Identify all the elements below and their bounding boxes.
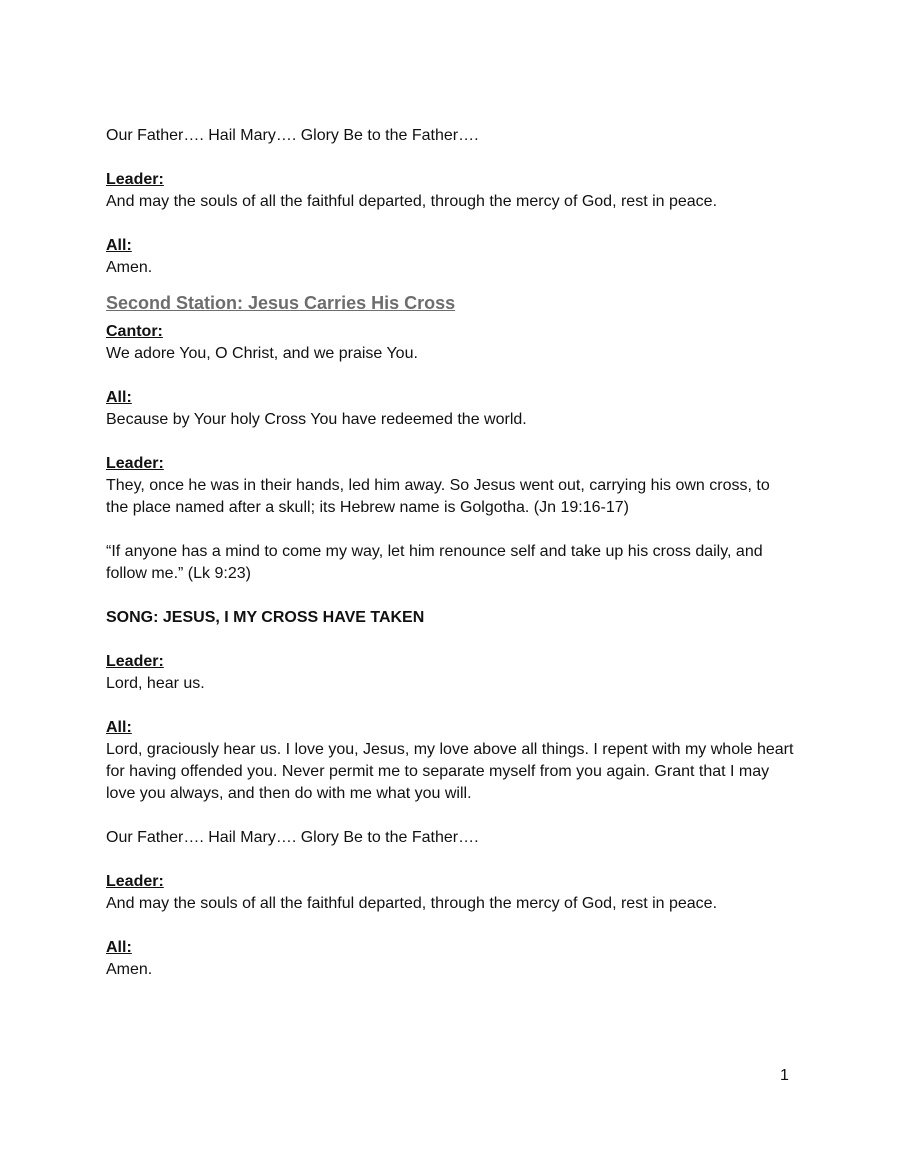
leader-text: And may the souls of all the faithful departed, through the mercy of God, rest in peace. [106,193,718,210]
leader-text: And may the souls of all the faithful departed, through the mercy of God, rest in peace. [106,895,718,912]
station-title: Second Station: Jesus Carries His Cross [106,293,456,313]
all-label: All: [106,389,132,406]
leader-text: Lord, hear us. [106,675,205,692]
all-text: Lord, graciously hear us. I love you, Jesus, my love above all things. I repent with my whole heart for having offended you. Never permit me to separate myself from you again. Grant that I may love you always, and then do with me what you will. [106,741,794,802]
leader-text: They, once he was in their hands, led him away. So Jesus went out, carrying his own cross, to the place named after a skull; its Hebrew name is Golgotha. (Jn 19:16-17) [106,477,770,516]
leader-label: Leader: [106,455,164,472]
leader-label: Leader: [106,653,164,670]
cantor-text: We adore You, O Christ, and we praise You. [106,345,418,362]
all-label: All: [106,939,132,956]
document-page [106,125,796,981]
scripture-quote: “If anyone has a mind to come my way, let him renounce self and take up his cross daily, and follow me.” (Lk 9:23) [106,543,763,582]
all-text: Amen. [106,961,153,978]
prayers-line: Our Father…. Hail Mary…. Glory Be to the Father…. [106,127,479,144]
all-label: All: [106,237,132,254]
all-text: Because by Your holy Cross You have redeemed the world. [106,411,527,428]
page-number: 1 [780,1067,789,1084]
cantor-label: Cantor: [106,323,163,340]
all-label: All: [106,719,132,736]
leader-label: Leader: [106,171,164,188]
prayers-line: Our Father…. Hail Mary…. Glory Be to the Father…. [106,829,479,846]
leader-label: Leader: [106,873,164,890]
all-text: Amen. [106,259,153,276]
song-title: SONG: JESUS, I MY CROSS HAVE TAKEN [106,609,425,626]
